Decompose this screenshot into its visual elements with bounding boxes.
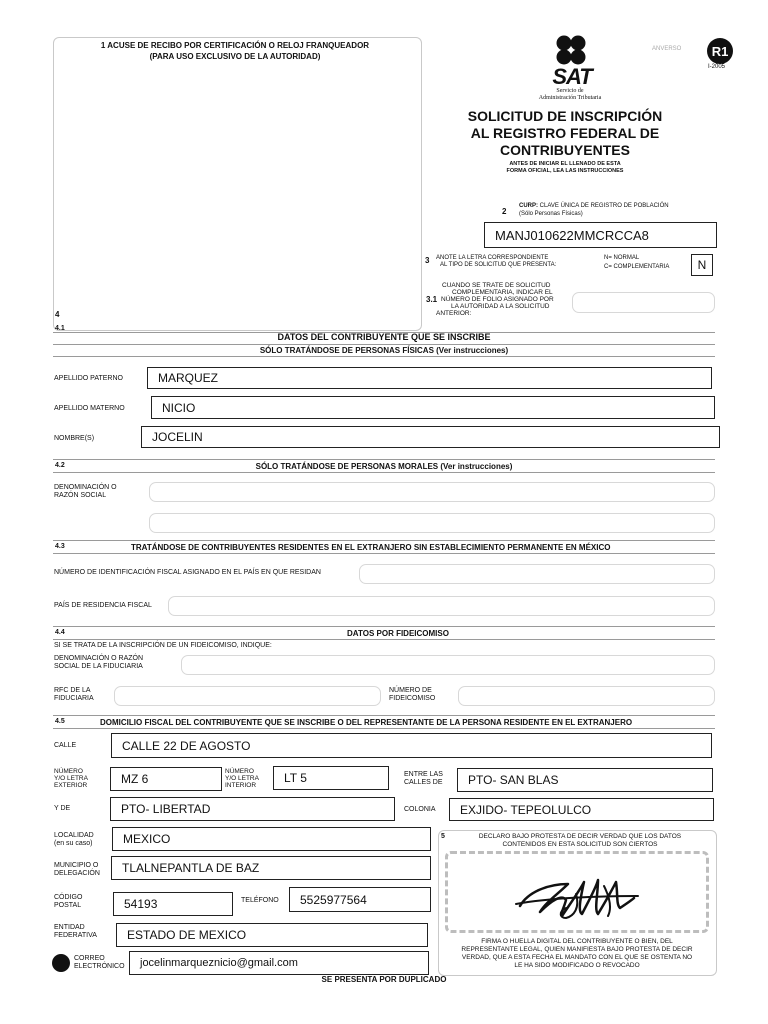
divider — [53, 459, 715, 460]
fiduciaria-denom-field[interactable] — [181, 655, 715, 675]
razon-social-label: DENOMINACIÓN O RAZÓN SOCIAL — [54, 484, 117, 499]
razon-social-field-2[interactable] — [149, 513, 715, 533]
num-exterior-field[interactable]: MZ 6 — [110, 767, 222, 791]
correo-bullet — [52, 954, 70, 972]
declaracion-text: DECLARO BAJO PROTESTA DE DECIR VERDAD QUE LOS DATOS CONTENIDOS EN ESTA SOLICITUD SON CIERTOS — [478, 833, 682, 848]
municipio-field[interactable]: TLALNEPANTLA DE BAZ — [111, 856, 431, 880]
divider — [53, 356, 715, 357]
fiduciaria-denom-label: DENOMINACIÓN O RAZÓN SOCIAL DE LA FIDUCIARIA — [54, 655, 144, 670]
num-exterior-label: NÚMERO Y/O LETRA EXTERIOR — [54, 768, 88, 789]
nif-label: NÚMERO DE IDENTIFICACIÓN FISCAL ASIGNADO EN EL PAÍS EN QUE RESIDAN — [54, 569, 321, 576]
numero-fideicomiso-field[interactable] — [458, 686, 715, 706]
calle-label: CALLE — [54, 742, 77, 749]
section-4-number: 4 — [55, 310, 60, 319]
section-44-title: DATOS POR FIDEICOMISO — [347, 629, 449, 638]
y-de-label: Y DE — [54, 805, 71, 812]
apellido-materno-label: APELLIDO MATERNO — [54, 405, 125, 412]
numero-fideicomiso-label: NÚMERO DE FIDEICOMISO — [389, 687, 436, 702]
folio-label: CUANDO SE TRATE DE SOLICITUD COMPLEMENTARIA, INDICAR EL NÚMERO DE FOLIO ASIGNADO POR LA AUTORIDAD A LA SOLICITUD ANTERIOR: — [436, 282, 554, 317]
apellido-paterno-label: APELLIDO PATERNO — [54, 375, 123, 382]
entre-calles-field[interactable]: PTO- SAN BLAS — [457, 768, 713, 792]
fideicomiso-intro: SI SE TRATA DE LA INSCRIPCIÓN DE UN FIDEICOMISO, INDIQUE: — [54, 642, 272, 649]
form-instructions: ANTES DE INICIAR EL LLENADO DE ESTA FORMA OFICIAL, LEA LAS INSTRUCCIONES — [506, 161, 624, 174]
acuse-box — [53, 37, 422, 331]
footer-note: SE PRESENTA POR DUPLICADO — [321, 975, 447, 984]
num-interior-field[interactable]: LT 5 — [273, 766, 389, 790]
divider — [53, 344, 715, 345]
apellido-materno-field[interactable]: NICIO — [151, 396, 715, 419]
colonia-label: COLONIA — [404, 806, 436, 813]
divider — [53, 540, 715, 541]
localidad-label: LOCALIDAD (en su caso) — [54, 832, 94, 847]
localidad-field[interactable]: MEXICO — [112, 827, 431, 851]
divider — [53, 715, 715, 716]
codigo-postal-field[interactable]: 54193 — [113, 892, 233, 916]
divider — [53, 472, 715, 473]
rfc-fiduciaria-label: RFC DE LA FIDUCIARIA — [54, 687, 94, 702]
colonia-field[interactable]: EXJIDO- TEPEOLULCO — [449, 798, 714, 821]
sat-logo-text: SAT — [552, 64, 592, 89]
section-43-title: TRATÁNDOSE DE CONTRIBUYENTES RESIDENTES EN EL EXTRANJERO SIN ESTABLECIMIENTO PERMANENTE EN MÉXICO — [131, 543, 611, 552]
section-43-number: 4.3 — [55, 543, 65, 550]
curp-label: CURP: CLAVE ÚNICA DE REGISTRO DE POBLACIÓN — [519, 203, 669, 209]
section-45-number: 4.5 — [55, 718, 65, 725]
folio-number: 3.1 — [426, 295, 438, 304]
acuse-title: 1 ACUSE DE RECIBO POR CERTIFICACIÓN O RELOJ FRANQUEADOR — [100, 41, 370, 50]
entidad-field[interactable]: ESTADO DE MEXICO — [116, 923, 428, 947]
form-code-badge: R1 — [707, 38, 733, 64]
curp-number: 2 — [502, 207, 507, 216]
nombres-label: NOMBRE(S) — [54, 435, 95, 442]
nif-field[interactable] — [359, 564, 715, 584]
entre-calles-label: ENTRE LAS CALLES DE — [404, 771, 443, 786]
curp-field[interactable]: MANJ010622MMCRCCA8 — [484, 222, 717, 248]
nombres-field[interactable]: JOCELIN — [141, 426, 720, 448]
section-45-title: DOMICILIO FISCAL DEL CONTRIBUYENTE QUE SE INSCRIBE O DEL REPRESENTANTE DE LA PERSONA RESIDENTE EN EL EXTRANJERO — [100, 718, 633, 727]
pais-residencia-field[interactable] — [168, 596, 715, 616]
apellido-paterno-field[interactable]: MARQUEZ — [147, 367, 712, 389]
correo-label: CORREO ELECTRÓNICO — [74, 955, 125, 970]
signature-image — [448, 854, 706, 930]
divider — [53, 728, 715, 729]
section-42-number: 4.2 — [55, 462, 65, 469]
solicitud-options: N= NORMAL C= COMPLEMENTARIA — [604, 255, 670, 270]
signature-area[interactable] — [445, 851, 709, 933]
razon-social-field[interactable] — [149, 482, 715, 502]
codigo-postal-label: CÓDIGO POSTAL — [54, 894, 83, 909]
acuse-subtitle: (PARA USO EXCLUSIVO DE LA AUTORIDAD) — [149, 52, 321, 61]
section-5-number: 5 — [441, 833, 445, 840]
anverso-label: ANVERSO — [652, 46, 682, 52]
calle-field[interactable]: CALLE 22 DE AGOSTO — [111, 733, 712, 758]
solicitud-label: ANOTE LA LETRA CORRESPONDIENTE AL TIPO DE SOLICITUD QUE PRESENTA: — [436, 255, 557, 268]
sat-subtitle: Servicio de Administración Tributaria — [538, 88, 602, 101]
solicitud-number: 3 — [425, 256, 430, 265]
firma-text: FIRMA O HUELLA DIGITAL DEL CONTRIBUYENTE O BIEN, DEL REPRESENTANTE LEGAL, QUIEN MANIFIESTA BAJO PROTESTA DE DECIR VERDAD, QUE A ESTA FECHA EL MANDATO CON EL QUE SE OSTENTA NO LE HA SIDO MODIFICADO O REVOCADO — [461, 938, 693, 969]
y-de-field[interactable]: PTO- LIBERTAD — [110, 797, 395, 821]
correo-field[interactable]: jocelinmarqueznicio@gmail.com — [129, 951, 429, 975]
solicitud-type-field[interactable]: N — [691, 254, 713, 276]
divider — [53, 626, 715, 627]
num-interior-label: NÚMERO Y/O LETRA INTERIOR — [225, 768, 259, 789]
curp-note: (Sólo Personas Físicas) — [519, 211, 583, 217]
entidad-label: ENTIDAD FEDERATIVA — [54, 924, 97, 939]
form-year: I-2005 — [708, 64, 726, 70]
municipio-label: MUNICIPIO O DELEGACIÓN — [54, 862, 100, 877]
section-44-number: 4.4 — [55, 629, 65, 636]
form-title: SOLICITUD DE INSCRIPCIÓN AL REGISTRO FEDERAL DE CONTRIBUYENTES — [467, 108, 663, 158]
section-41-subtitle: SÓLO TRATÁNDOSE DE PERSONAS FÍSICAS (Ver instrucciones) — [259, 346, 509, 355]
pais-residencia-label: PAÍS DE RESIDENCIA FISCAL — [54, 602, 152, 609]
section-41-number: 4.1 — [55, 325, 65, 332]
folio-field[interactable] — [572, 292, 715, 313]
telefono-label: TELÉFONO — [241, 897, 279, 904]
telefono-field[interactable]: 5525977564 — [289, 887, 431, 912]
divider — [53, 553, 715, 554]
divider — [53, 639, 715, 640]
section-41-title: DATOS DEL CONTRIBUYENTE QUE SE INSCRIBE — [277, 332, 491, 342]
section-42-title: SÓLO TRATÁNDOSE DE PERSONAS MORALES (Ver instrucciones) — [255, 462, 513, 471]
rfc-fiduciaria-field[interactable] — [114, 686, 381, 706]
